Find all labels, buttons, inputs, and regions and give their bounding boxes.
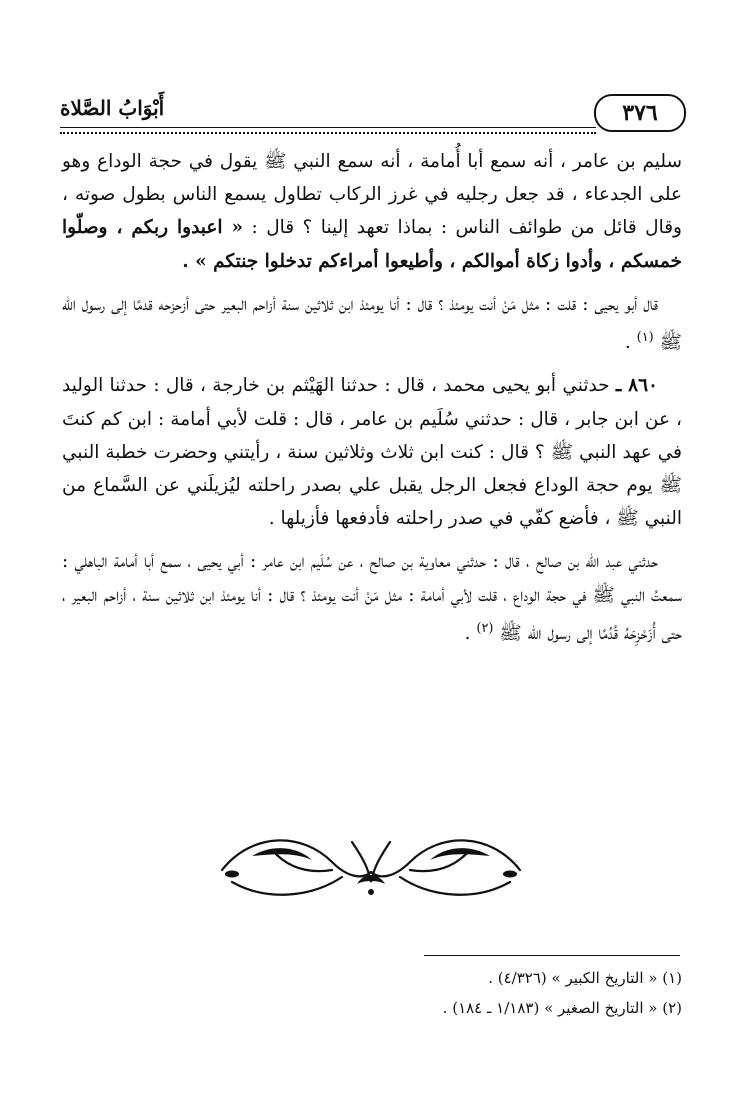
- main-text: [62, 145, 682, 650]
- hadith-860: [62, 369, 682, 535]
- chapter-title: أَبْوَابُ الصَّلاة: [60, 96, 165, 120]
- abdullah-paragraph: [62, 545, 682, 650]
- page-header: [60, 92, 688, 136]
- abdullah-text: حدثني عبد الله بن صالح ، قال : حدثني معاوية بن صالح ، عن سُلَيم ابن عامر : أبي يحيى ، سمع أبا أمامة الباهلي : سمعتُ النبي ﷺ في حجة الوداع ، قلت لأبي أمامة : مثل مَنْ أنت يومئذ ؟ قال : أنا يومئذ ابن ثلاثين سنة ، أزاحم البعير ، حتى أُزَحْزِحَهُ قُدُمًا إلى رسول الله ﷺ: [62, 551, 682, 644]
- abu-yahya-end: .: [624, 332, 637, 354]
- hadith-number: ٨٦٠ ـ: [615, 375, 658, 397]
- abu-yahya-paragraph: [62, 288, 682, 360]
- abu-yahya-text: قال أبو يحيى : قلت : مثل مَنْ أنت يومئذ ؟ قال : أنا يومئذ ابن ثلاثين سنة أزاحم البعير حتى أزحزحه قدمًا إلى رسول الله ﷺ: [62, 293, 682, 354]
- footnote-rule: [424, 955, 680, 956]
- abdullah-end: .: [464, 622, 477, 644]
- footnote-2: (٢) « التاريخ الصغير » (١/١٨٣ ـ ١٨٤) .: [442, 999, 682, 1017]
- page-number: ٣٧٦: [594, 94, 686, 132]
- calligraphic-ornament-icon: [212, 822, 530, 904]
- hadith-859-text: سليم بن عامر ، أنه سمع أبا أُمامة ، أنه سمع النبي ﷺ يقول في حجة الوداع وهو على الجدعاء ، قد جعل رجليه في غرز الركاب تطاول يسمع الناس بطول صوته ، وقال قائل من طوائف الناس : بماذا تعهد إلينا ؟ قال :: [62, 151, 682, 239]
- hadith-860-text: حدثني أبو يحيى محمد ، قال : حدثنا الهَيْثم بن خارجة ، قال : حدثنا الوليد ، عن ابن جابر ، قال : حدثني سُلَيم بن عامر ، قال : قلت لأبي أمامة : ابن كم كنتَ في عهد النبي ﷺ ؟ قال : كنت ابن ثلاث وثلاثين سنة ، رأيتني وحضرت خطبة النبي ﷺ يوم حجة الوداع فجعل الرجل يقبل علي بصدر راحلته ليُزيلَني عن السَّماع من النبي ﷺ ، فأضع كفّي في صدر راحلته فأدفعها فأزيلها .: [62, 375, 682, 530]
- footnote-ref-2[interactable]: (٢): [476, 620, 494, 636]
- footnote-ref-1[interactable]: (١): [636, 330, 654, 346]
- header-rule: [60, 127, 596, 134]
- hadith-859-continuation: [62, 145, 682, 278]
- footnote-1: (١) « التاريخ الكبير » (٤/٣٢٦) .: [488, 969, 682, 987]
- footnotes: [62, 963, 682, 1023]
- prophetic-quote: « اعبدوا ربكم ، وصلّوا خمسكم ، وأدوا زكاة أموالكم ، وأطيعوا أمراءكم تدخلوا جنتكم » .: [62, 217, 682, 272]
